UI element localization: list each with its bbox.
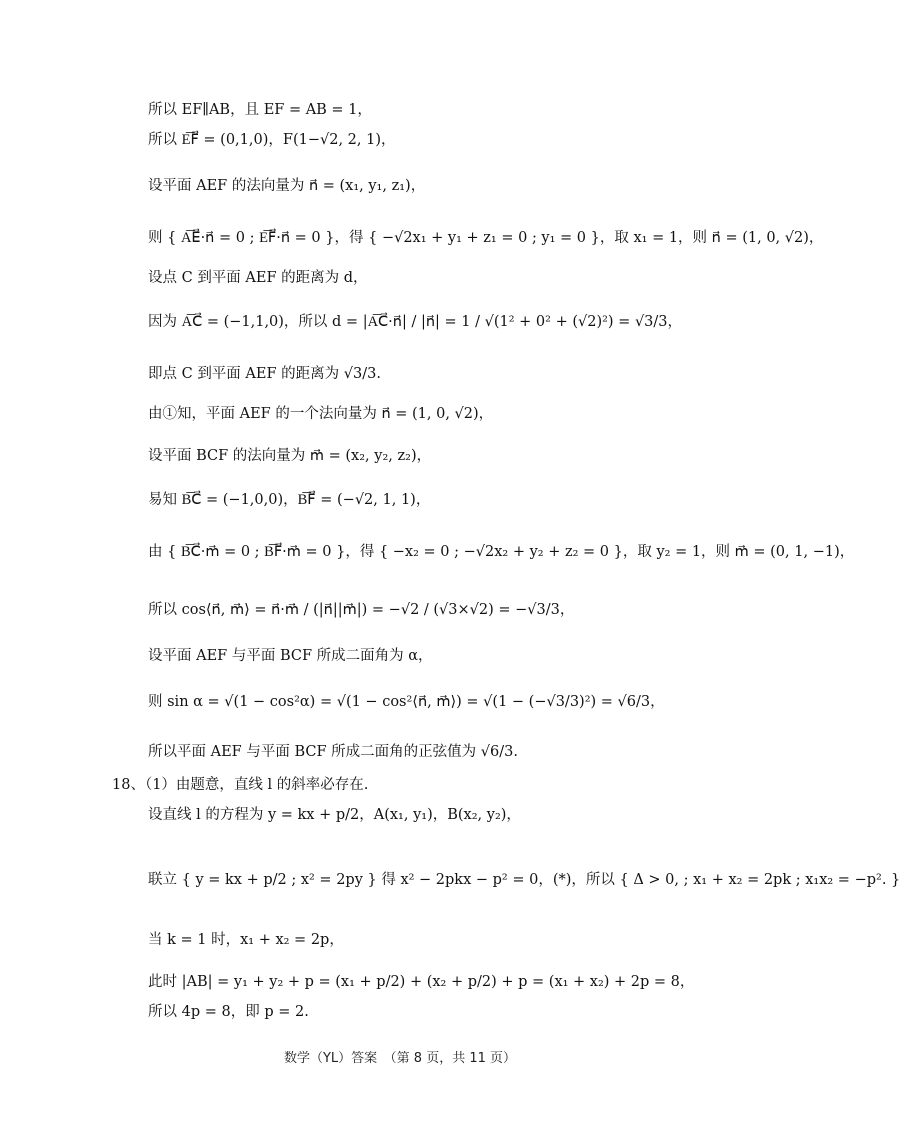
math-line-17: 设直线 l 的方程为 y = kx + p/2，A(x₁, y₁)，B(x₂, y₂)， [148, 807, 521, 823]
page-footer: 数学（YL）答案 （第 8 页，共 11 页） [283, 1051, 517, 1066]
math-line-11: 由 { B͞C⃗·m⃗ = 0 ; B͞F⃗·m⃗ = 0 }，得 { −x₂ = 0 ; −√2x₂ + y₂ + z₂ = 0 }，取 y₂ = 1，则 m⃗ = (0, 1, −1)， [148, 544, 855, 560]
math-line-1: 所以 EF∥AB，且 EF = AB = 1， [148, 102, 372, 118]
math-line-8: 由①知，平面 AEF 的一个法向量为 n⃗ = (1, 0, √2)， [148, 406, 494, 422]
math-line-4: 则 { A͞E⃗·n⃗ = 0 ; E͞F⃗·n⃗ = 0 }，得 { −√2x₁ + y₁ + z₁ = 0 ; y₁ = 0 }，取 x₁ = 1，则 n⃗ = (1, 0, √2)， [148, 230, 824, 246]
math-line-7: 即点 C 到平面 AEF 的距离为 √3/3. [148, 366, 381, 382]
math-line-21: 所以 4p = 8，即 p = 2. [148, 1004, 309, 1020]
math-line-15: 所以平面 AEF 与平面 BCF 所成二面角的正弦值为 √6/3. [148, 744, 518, 760]
math-line-9: 设平面 BCF 的法向量为 m⃗ = (x₂, y₂, z₂)， [148, 448, 432, 464]
math-line-13: 设平面 AEF 与平面 BCF 所成二面角为 α， [148, 648, 433, 664]
question-18-heading: 18、（1）由题意，直线 l 的斜率必存在. [112, 777, 369, 793]
math-line-18: 联立 { y = kx + p/2 ; x² = 2py } 得 x² − 2pkx − p² = 0，(*)，所以 { Δ > 0, ; x₁ + x₂ = 2pk ; x₁x₂ = −p². } [148, 872, 900, 888]
math-line-19: 当 k = 1 时，x₁ + x₂ = 2p， [148, 932, 344, 948]
math-line-12: 所以 cos⟨n⃗, m⃗⟩ = n⃗·m⃗ / (|n⃗||m⃗|) = −√2 / (√3×√2) = −√3/3， [148, 602, 575, 618]
math-line-20: 此时 |AB| = y₁ + y₂ + p = (x₁ + p/2) + (x₂ + p/2) + p = (x₁ + x₂) + 2p = 8， [148, 974, 695, 990]
math-line-14: 则 sin α = √(1 − cos²α) = √(1 − cos²⟨n⃗, m⃗⟩) = √(1 − (−√3/3)²) = √6/3， [148, 694, 665, 710]
math-line-5: 设点 C 到平面 AEF 的距离为 d， [148, 270, 368, 286]
math-line-10: 易知 B͞C⃗ = (−1,0,0)，B͞F⃗ = (−√2, 1, 1)， [148, 492, 431, 508]
math-line-2: 所以 E͞F⃗ = (0,1,0)，F(1−√2, 2, 1)， [148, 132, 396, 148]
math-line-6: 因为 A͞C⃗ = (−1,1,0)，所以 d = |A͞C⃗·n⃗| / |n⃗| = 1 / √(1² + 0² + (√2)²) = √3/3， [148, 314, 683, 330]
math-line-3: 设平面 AEF 的法向量为 n⃗ = (x₁, y₁, z₁)， [148, 178, 426, 194]
